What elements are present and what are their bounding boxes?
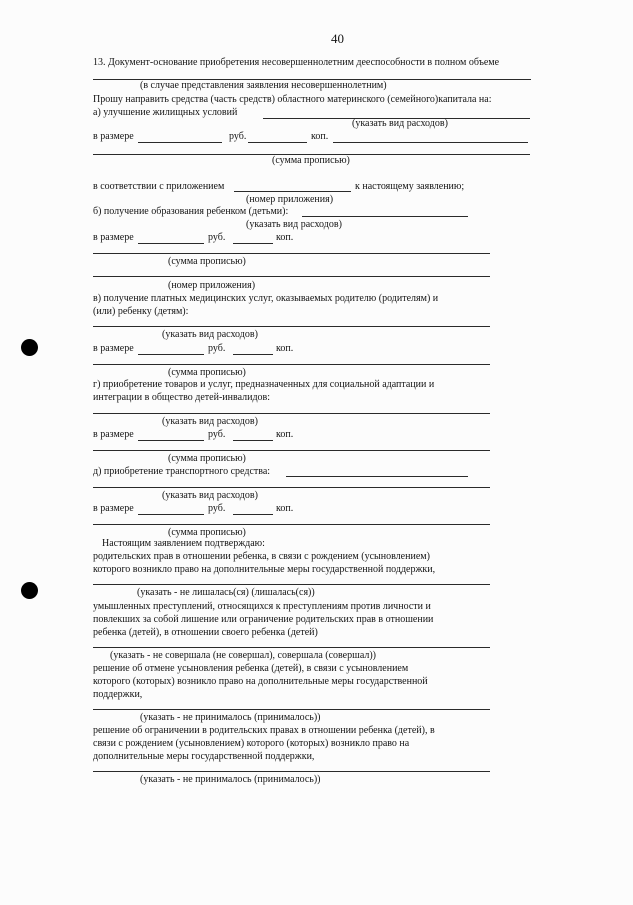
confirm-p4-line-2: связи с рождением (усыновлением) которого (которых) возникло право на (93, 738, 410, 749)
amount-label-d: в размере (93, 503, 134, 514)
item-v-line[interactable] (93, 326, 490, 327)
confirm-p4-answer-line[interactable] (93, 771, 490, 772)
confirm-p4-hint: (указать - не принималось (принималось)) (140, 774, 321, 785)
amount-extra-line-a[interactable] (333, 142, 528, 143)
kop-label-g: коп. (276, 429, 294, 440)
sum-words-hint-b: (сумма прописью) (168, 256, 246, 267)
kop-label-b: коп. (276, 232, 294, 243)
item-g-line[interactable] (93, 413, 490, 414)
confirm-p1-line-1: родительских прав в отношении ребенка, в связи с рождением (усыновлением) (93, 551, 430, 562)
confirm-title: Настоящим заявлением подтверждаю: (102, 538, 265, 549)
confirm-p2-line-3: ребенка (детей), в отношении своего ребенка (детей) (93, 627, 318, 638)
request-intro: Прошу направить средства (часть средств) областного материнского (семейного)капитала на: (93, 94, 492, 105)
item-d-line-1[interactable] (286, 476, 468, 477)
confirm-p3-line-2: которого (которых) возникло право на дополнительные меры государственной (93, 676, 428, 687)
item-a-hint: (указать вид расходов) (352, 118, 448, 129)
amount-rub-line-v[interactable] (138, 354, 204, 355)
amount-rub-line-b[interactable] (138, 243, 204, 244)
amount-rub-line-d[interactable] (138, 514, 204, 515)
punch-hole-bottom (21, 582, 38, 599)
sum-words-hint-d: (сумма прописью) (168, 527, 246, 538)
item-g-label-1: г) приобретение товаров и услуг, предназначенных для социальной адаптации и (93, 379, 435, 390)
confirm-p2-answer-line[interactable] (93, 647, 490, 648)
confirm-p3-hint: (указать - не принималось (принималось)) (140, 712, 321, 723)
amount-label-v: в размере (93, 343, 134, 354)
sum-words-hint-v: (сумма прописью) (168, 367, 246, 378)
page-number: 40 (331, 31, 344, 46)
punch-hole-top (21, 339, 38, 356)
confirm-p4-line-1: решение об ограничении в родительских правах в отношении ребенка (детей), в (93, 725, 435, 736)
confirm-p2-hint: (указать - не совершала (не совершал), совершала (совершал)) (110, 650, 377, 661)
item-a-label: а) улучшение жилищных условий (93, 107, 238, 118)
attachment-text-pre: в соответствии с приложением (93, 181, 225, 192)
confirm-p4-line-3: дополнительные меры государственной поддержки, (93, 751, 315, 762)
confirm-p3-answer-line[interactable] (93, 709, 490, 710)
sum-words-line-b[interactable] (93, 253, 490, 254)
confirm-p1-hint: (указать - не лишалась(ся) (лишалась(ся)) (137, 587, 315, 598)
amount-rub-line-a[interactable] (138, 142, 222, 143)
item-b-line[interactable] (302, 216, 468, 217)
attachment-number-hint: (номер приложения) (246, 194, 334, 205)
kop-label-v: коп. (276, 343, 294, 354)
confirm-p2-line-1: умышленных преступлений, относящихся к преступлениям против личности и (93, 601, 431, 612)
confirm-p3-line-1: решение об отмене усыновления ребенка (детей), в связи с усыновлением (93, 663, 409, 674)
amount-rub-line-g[interactable] (138, 440, 204, 441)
attachment-hint-b: (номер приложения) (168, 280, 256, 291)
item-d-hint: (указать вид расходов) (162, 490, 258, 501)
confirm-p1-answer-line[interactable] (93, 584, 490, 585)
confirm-p2-line-2: повлекших за собой лишение или ограничение родительских прав в отношении (93, 614, 434, 625)
amount-kop-line-v[interactable] (233, 354, 273, 355)
sum-words-line-d[interactable] (93, 524, 490, 525)
amount-kop-line-b[interactable] (233, 243, 273, 244)
amount-label-b: в размере (93, 232, 134, 243)
sum-words-line-g[interactable] (93, 450, 490, 451)
sum-words-hint-a: (сумма прописью) (272, 155, 350, 166)
item-v-label-2: (или) ребенку (детям): (93, 306, 189, 317)
amount-kop-line-g[interactable] (233, 440, 273, 441)
rub-label-b: руб. (208, 232, 226, 243)
rub-label-d: руб. (208, 503, 226, 514)
kop-label-d: коп. (276, 503, 294, 514)
item-v-hint: (указать вид расходов) (162, 329, 258, 340)
amount-kop-line-a[interactable] (248, 142, 307, 143)
sum-words-line-v[interactable] (93, 364, 490, 365)
item-b-label: б) получение образования ребенком (детьми): (93, 206, 289, 217)
confirm-p3-line-3: поддержки, (93, 689, 143, 700)
kop-label-a: коп. (311, 131, 329, 142)
attachment-text-post: к настоящему заявлению; (355, 181, 465, 192)
item13-title: 13. Документ-основание приобретения несовершеннолетним дееспособности в полном объеме (93, 57, 500, 68)
amount-kop-line-d[interactable] (233, 514, 273, 515)
rub-label-v: руб. (208, 343, 226, 354)
attachment-number-line[interactable] (234, 191, 351, 192)
confirm-p1-line-2: которого возникло право на дополнительные меры государственной поддержки, (93, 564, 436, 575)
amount-label-a: в размере (93, 131, 134, 142)
rub-label-g: руб. (208, 429, 226, 440)
rub-label-a: руб. (229, 131, 247, 142)
sum-words-hint-g: (сумма прописью) (168, 453, 246, 464)
item-d-line-2[interactable] (93, 487, 490, 488)
item-b-hint: (указать вид расходов) (246, 219, 342, 230)
attachment-line-b[interactable] (93, 276, 490, 277)
amount-label-g: в размере (93, 429, 134, 440)
item-g-hint: (указать вид расходов) (162, 416, 258, 427)
item-d-label: д) приобретение транспортного средства: (93, 466, 271, 477)
item-v-label-1: в) получение платных медицинских услуг, оказываемых родителю (родителям) и (93, 293, 439, 304)
item13-hint: (в случае представления заявления несовершеннолетним) (140, 80, 387, 91)
item-g-label-2: интеграции в общество детей-инвалидов: (93, 392, 271, 403)
